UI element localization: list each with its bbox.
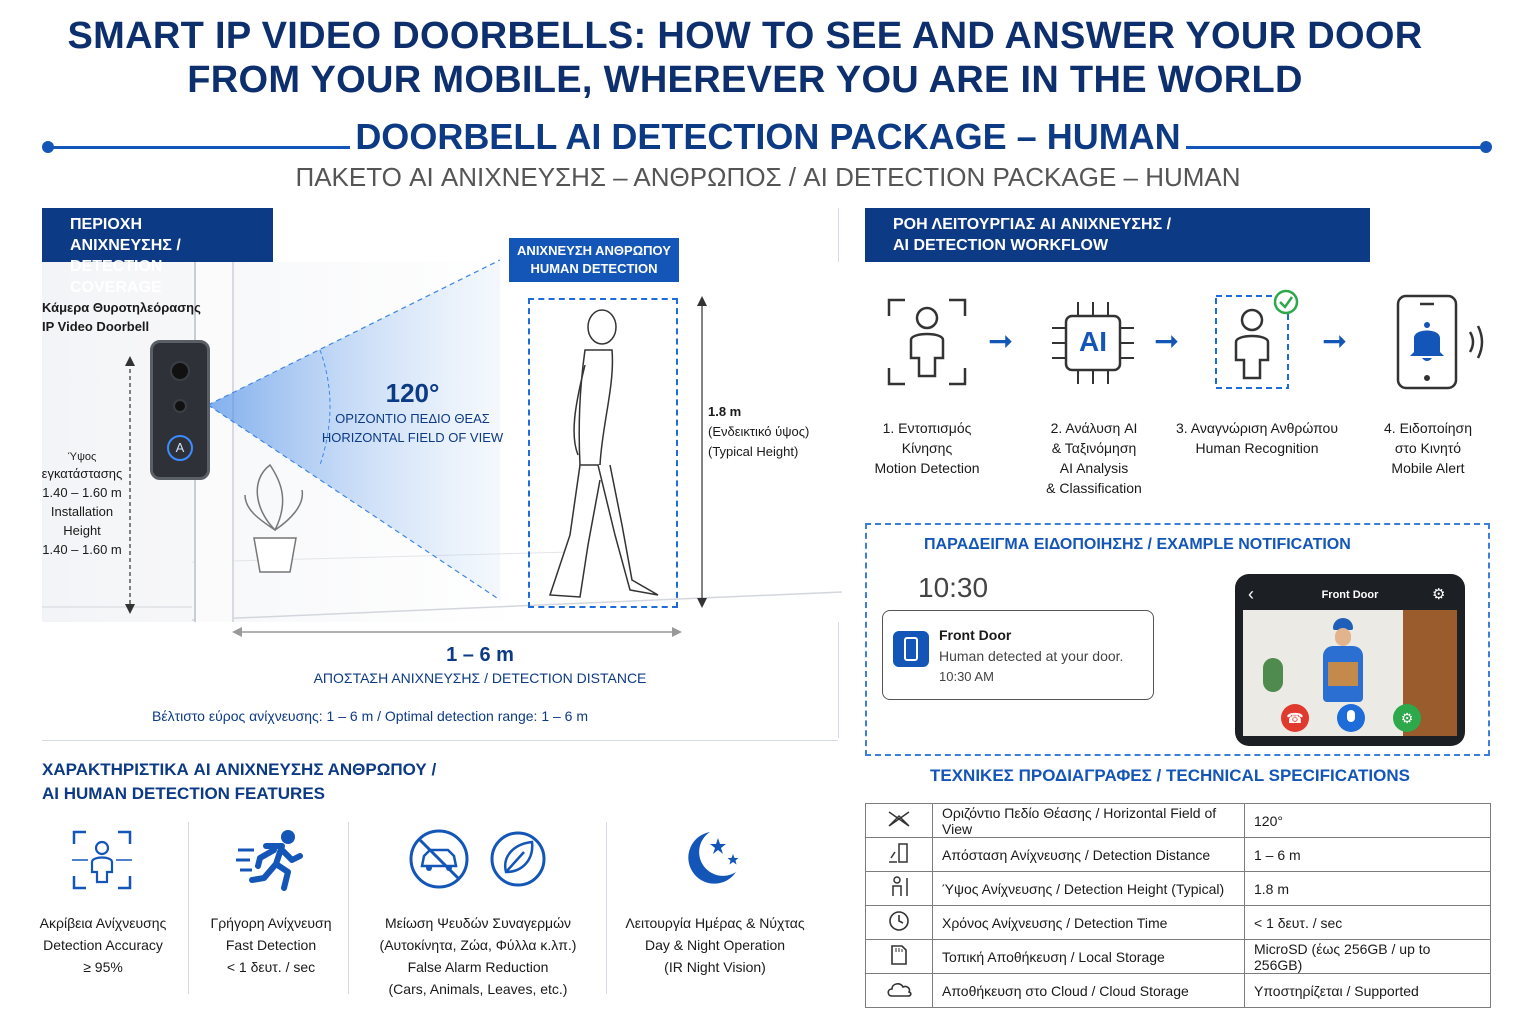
notification-card-message: Human detected at your door. <box>939 648 1124 664</box>
table-row <box>866 804 1491 838</box>
table-row <box>866 838 1491 872</box>
microphone-button[interactable] <box>1337 704 1365 732</box>
workflow-label: ΡΟΗ ΛΕΙΤΟΥΡΓΙΑΣ AI ΑΝΙΧΝΕΥΣΗΣ / AI DETECTION WORKFLOW <box>865 208 1370 262</box>
person-scan-icon <box>885 296 969 388</box>
feature-false-alarm-reduction: Μείωση Ψευδών Συναγερμών (Αυτοκίνητα, Ζώα, Φύλλα κ.λπ.) False Alarm Reduction (Cars, Animals, Leaves, etc.) <box>379 915 577 997</box>
person-height-caption: 1.8 m (Ενδεικτικό ύψος) (Typical Height) <box>708 404 810 459</box>
settings-gear-icon[interactable]: ⚙ <box>1432 586 1446 603</box>
spec-label: Ύψος Ανίχνευσης / Detection Height (Typical) <box>933 872 1245 906</box>
spec-value: Υποστηρίζεται / Supported <box>1245 974 1491 1008</box>
specs-title: ΤΕΧΝΙΚΕΣ ΠΡΟΔΙΑΓΡΑΦΕΣ / TECHNICAL SPECIFICATIONS <box>930 766 1410 785</box>
distance-label: ΑΠΟΣΤΑΣΗ ΑΝΙΧΝΕΥΣΗΣ / DETECTION DISTANCE <box>313 670 647 686</box>
distance-icon <box>866 838 933 872</box>
workflow-step-2: 2. Ανάλυση AI & Ταξινόμηση AI Analysis & Classification <box>1046 420 1142 496</box>
install-height-caption: Ύψος εγκατάστασης 1.40 – 1.60 m Installation Height 1.40 – 1.60 m <box>41 451 123 557</box>
accuracy-icon <box>72 830 132 890</box>
workflow-arrow-1: ➞ <box>988 325 1014 358</box>
doorbell-device <box>150 340 210 480</box>
features-title: ΧΑΡΑΚΤΗΡΙΣΤΙΚΑ AI ΑΝΙΧΝΕΥΣΗΣ ΑΝΘΡΩΠΟΥ / AI HUMAN DETECTION FEATURES <box>42 760 437 803</box>
feature-divider-2 <box>348 822 349 994</box>
optimal-range: Βέλτιστο εύρος ανίχνευσης: 1 – 6 m / Optimal detection range: 1 – 6 m <box>151 708 589 724</box>
notification-clock: 10:30 <box>918 572 989 603</box>
coverage-label: ΠΕΡΙΟΧΗ ΑΝΙΧΝΕΥΣΗΣ / DETECTION COVERAGE <box>42 208 273 262</box>
spec-label: Απόσταση Ανίχνευσης / Detection Distance <box>933 838 1245 872</box>
running-person-icon <box>236 828 304 892</box>
sd-card-icon <box>866 940 933 974</box>
back-chevron-icon[interactable]: ‹ <box>1248 584 1254 604</box>
main-title: SMART IP VIDEO DOORBELLS: HOW TO SEE AND ANSWER YOUR DOOR FROM YOUR MOBILE, WHEREVER YOU ARE IN THE WORLD <box>67 15 1423 101</box>
spec-value: 1.8 m <box>1245 872 1491 906</box>
spec-label: Χρόνος Ανίχνευσης / Detection Time <box>933 906 1245 940</box>
workflow-step-4: 4. Ειδοποίηση στο Κινητό Mobile Alert <box>1384 420 1472 476</box>
plant-icon <box>240 460 310 575</box>
doorbell-button: A <box>167 435 193 461</box>
feature-divider-1 <box>188 822 189 994</box>
workflow-step-3: 3. Αναγνώριση Ανθρώπου Human Recognition <box>1176 420 1338 456</box>
table-row <box>866 906 1491 940</box>
spec-value: MicroSD (έως 256GB / up to 256GB) <box>1245 940 1491 974</box>
spec-value: < 1 δευτ. / sec <box>1245 906 1491 940</box>
camera-caption: Κάμερα Θυροτηλεόρασης IP Video Doorbell <box>42 300 201 334</box>
unlock-door-button[interactable]: ⚙ <box>1393 704 1421 732</box>
plant-image <box>1263 658 1283 692</box>
notification-card-time: 10:30 AM <box>939 669 994 684</box>
fov-icon <box>866 804 933 838</box>
package-box <box>1328 662 1358 686</box>
spec-value: 1 – 6 m <box>1245 838 1491 872</box>
moon-stars-icon <box>680 826 744 890</box>
human-recognized-icon <box>1212 288 1304 392</box>
spec-value: 120° <box>1245 804 1491 838</box>
feature-day-night: Λειτουργία Ημέρας & Νύχτας Day & Night Operation (IR Night Vision) <box>625 915 805 975</box>
fov-caption: 120° ΟΡΙΖΟΝΤΙΟ ΠΕΔΙΟ ΘΕΑΣ HORIZONTAL FIELD OF VIEW <box>321 378 504 445</box>
no-car-leaf-icon <box>408 828 548 890</box>
hangup-button[interactable]: ☎ <box>1281 704 1309 732</box>
specs-table <box>865 803 1491 1008</box>
spec-label: Τοπική Αποθήκευση / Local Storage <box>933 940 1245 974</box>
feature-fast-detection: Γρήγορη Ανίχνευση Fast Detection < 1 δευτ. / sec <box>210 915 332 975</box>
sensor-icon <box>173 399 187 413</box>
camera-lens-icon <box>170 361 190 381</box>
walking-person-icon <box>540 305 670 605</box>
height-icon <box>866 872 933 906</box>
divider-horizontal <box>42 740 838 741</box>
workflow-step-1: 1. Εντοπισμός Κίνησης Motion Detection <box>874 420 980 476</box>
distance-arrow <box>232 624 682 640</box>
feature-divider-3 <box>606 822 607 994</box>
workflow-arrow-3: ➞ <box>1322 325 1348 358</box>
notification-title: ΠΑΡΑΔΕΙΓΜΑ ΕΙΔΟΠΟΙΗΣΗΣ / EXAMPLE NOTIFICATION <box>924 536 1351 553</box>
spec-label: Αποθήκευση στο Cloud / Cloud Storage <box>933 974 1245 1008</box>
human-detection-label: ΑΝΙΧΝΕΥΣΗ ΑΝΘΡΩΠΟΥ HUMAN DETECTION <box>509 238 679 282</box>
table-row <box>866 940 1491 974</box>
microphone-icon <box>1347 710 1355 722</box>
package-title: DOORBELL AI DETECTION PACKAGE – HUMAN <box>355 116 1181 157</box>
courier-head <box>1335 628 1351 646</box>
cloud-icon <box>866 974 933 1008</box>
package-subtitle: ΠΑΚΕΤΟ AI ΑΝΙΧΝΕΥΣΗΣ – ΑΝΘΡΩΠΟΣ / AI DETECTION PACKAGE – HUMAN <box>295 162 1241 192</box>
phone-header-title: Front Door <box>1321 589 1379 601</box>
notification-card[interactable] <box>882 610 1154 700</box>
table-row <box>866 872 1491 906</box>
doorbell-app-icon <box>893 631 929 667</box>
ai-chip-text: AI <box>1079 326 1107 357</box>
mobile-bell-icon <box>1394 294 1494 390</box>
workflow-arrow-2: ➞ <box>1154 325 1180 358</box>
spec-label: Οριζόντιο Πεδίο Θέασης / Horizontal Field of View <box>933 804 1245 838</box>
feature-accuracy: Ακρίβεια Ανίχνευσης Detection Accuracy ≥ 95% <box>39 915 167 975</box>
clock-icon <box>866 906 933 940</box>
table-row <box>866 974 1491 1008</box>
distance-value: 1 – 6 m <box>446 644 514 666</box>
notification-card-title: Front Door <box>939 627 1012 643</box>
